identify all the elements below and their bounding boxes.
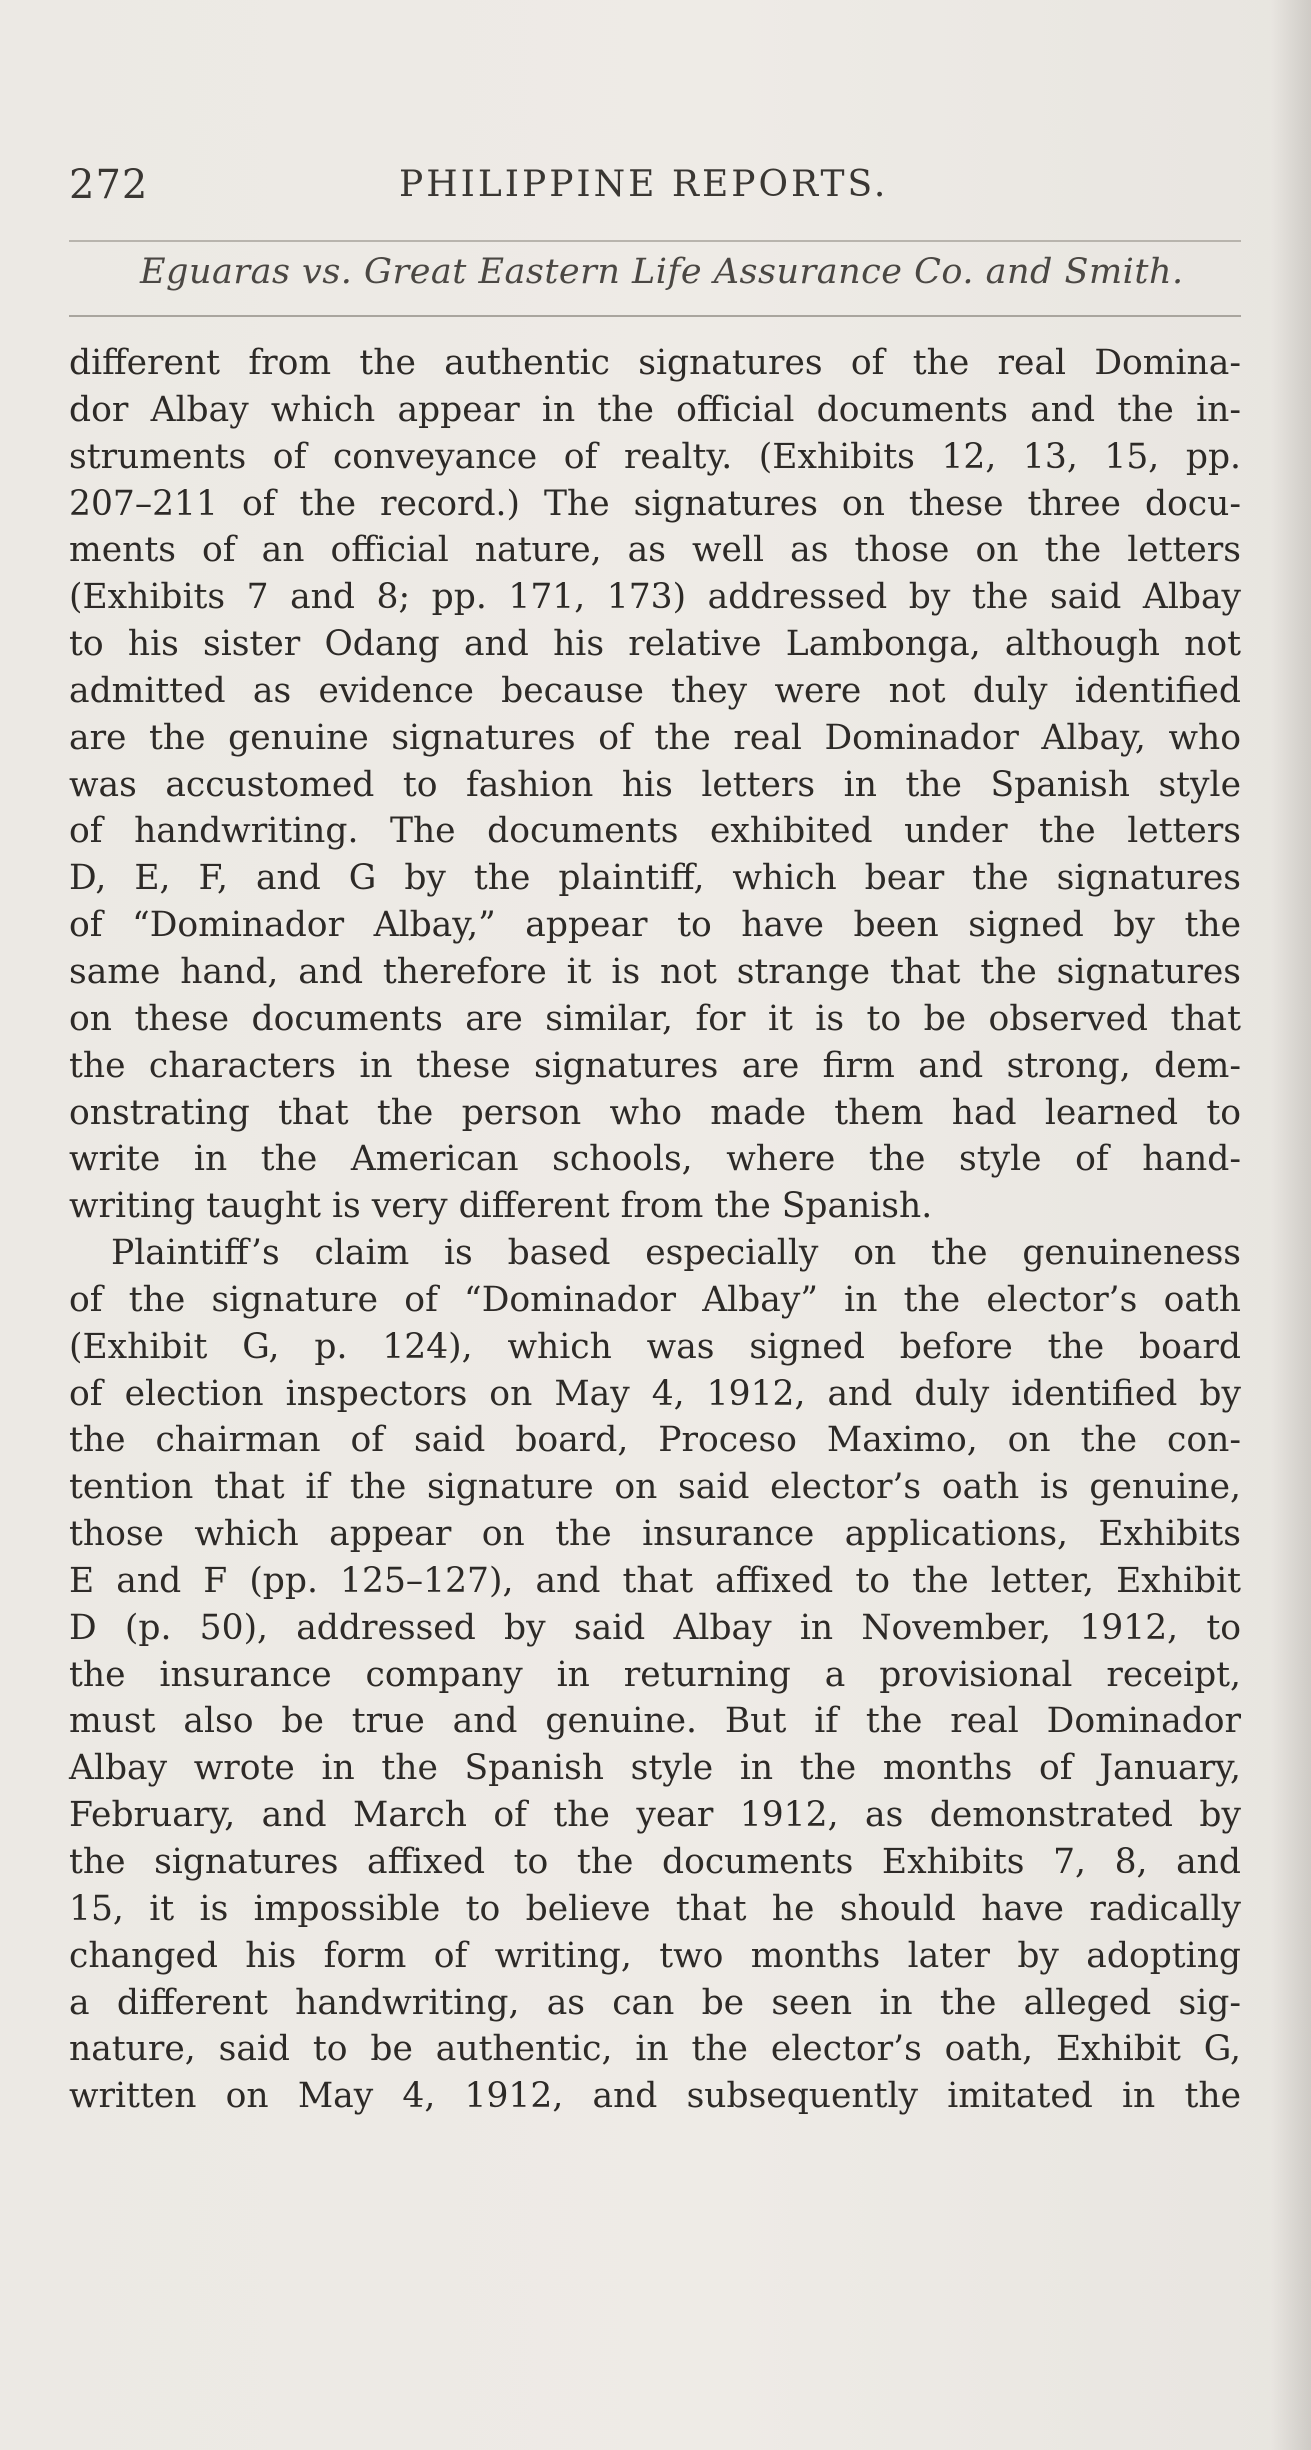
paragraph <box>69 1230 1241 2120</box>
page-header <box>69 162 1239 222</box>
text-line: of the signature of “Dominador Albay” in the elector’s oath <box>69 1279 1241 1320</box>
paragraph <box>69 340 1241 1230</box>
text-line: D (p. 50), addressed by said Albay in November, 1912, to <box>69 1607 1241 1648</box>
text-line: those which appear on the insurance applications, Exhibits <box>69 1514 1241 1555</box>
paragraph-container <box>69 340 1241 2120</box>
text-line: Plaintiff’s claim is based especially on the genuineness <box>111 1233 1241 1274</box>
text-line: the signatures affixed to the documents Exhibits 7, 8, and <box>69 1842 1241 1882</box>
text-line: of election inspectors on May 4, 1912, and duly identified by <box>69 1373 1241 1414</box>
text-line: are the genuine signatures of the real Dominador Albay, who <box>69 717 1241 758</box>
text-line: of “Dominador Albay,” appear to have been signed by the <box>69 905 1241 946</box>
text-line: writing taught is very different from the Spanish. <box>69 1186 933 1227</box>
text-line: onstrating that the person who made them had learned to <box>69 1092 1241 1133</box>
text-line: admitted as evidence because they were not duly identified <box>69 670 1241 711</box>
header-rule-top <box>69 240 1241 242</box>
running-title: PHILIPPINE REPORTS. <box>399 164 889 205</box>
text-line: write in the American schools, where the style of hand- <box>69 1139 1241 1180</box>
text-line: the insurance company in returning a provisional receipt, <box>69 1654 1241 1695</box>
text-line: of handwriting. The documents exhibited under the letters <box>69 811 1241 852</box>
text-line: E and F (pp. 125–127), and that affixed to the letter, Exhibit <box>69 1560 1241 1601</box>
text-line: 15, it is impossible to believe that he should have radically <box>69 1888 1241 1929</box>
page-number: 272 <box>69 162 149 208</box>
text-line: struments of conveyance of realty. (Exhibits 12, 13, 15, pp. <box>69 436 1241 477</box>
text-line: dor Albay which appear in the official documents and the in- <box>69 389 1241 430</box>
header-rule-bottom <box>69 315 1241 317</box>
text-line: Albay wrote in the Spanish style in the months of January, <box>69 1748 1241 1789</box>
text-line: changed his form of writing, two months later by adopting <box>69 1935 1241 1976</box>
text-line: tention that if the signature on said elector’s oath is genuine, <box>69 1467 1241 1508</box>
text-line: different from the authentic signatures of the real Domina- <box>69 343 1241 383</box>
text-line: (Exhibit G, p. 124), which was signed before the board <box>69 1326 1241 1367</box>
text-line: February, and March of the year 1912, as demonstrated by <box>69 1795 1241 1836</box>
text-line: must also be true and genuine. But if the real Dominador <box>69 1701 1241 1742</box>
text-line: to his sister Odang and his relative Lambonga, although not <box>69 624 1241 665</box>
text-line: the characters in these signatures are firm and strong, dem- <box>69 1045 1241 1086</box>
text-line: on these documents are similar, for it is to be observed that <box>69 998 1241 1039</box>
text-line: nature, said to be authentic, in the elector’s oath, Exhibit G, <box>69 2029 1241 2070</box>
case-title: Eguaras vs. Great Eastern Life Assurance Co. and Smith. <box>140 252 1184 292</box>
text-line: 207–211 of the record.) The signatures on these three docu- <box>69 483 1241 524</box>
text-line: (Exhibits 7 and 8; pp. 171, 173) addressed by the said Albay <box>69 577 1241 618</box>
text-line: written on May 4, 1912, and subsequently imitated in the <box>69 2076 1241 2117</box>
text-line: was accustomed to fashion his letters in the Spanish style <box>69 764 1241 805</box>
text-line: D, E, F, and G by the plaintiff, which bear the signatures <box>69 858 1241 899</box>
text-line: a different handwriting, as can be seen in the alleged sig- <box>69 1982 1241 2023</box>
text-line: ments of an official nature, as well as those on the letters <box>69 530 1241 571</box>
page-edge-shadow <box>1271 0 1311 2450</box>
text-line: same hand, and therefore it is not strange that the signatures <box>69 951 1241 992</box>
text-line: the chairman of said board, Proceso Maximo, on the con- <box>69 1420 1241 1461</box>
body-text <box>69 340 1241 2120</box>
